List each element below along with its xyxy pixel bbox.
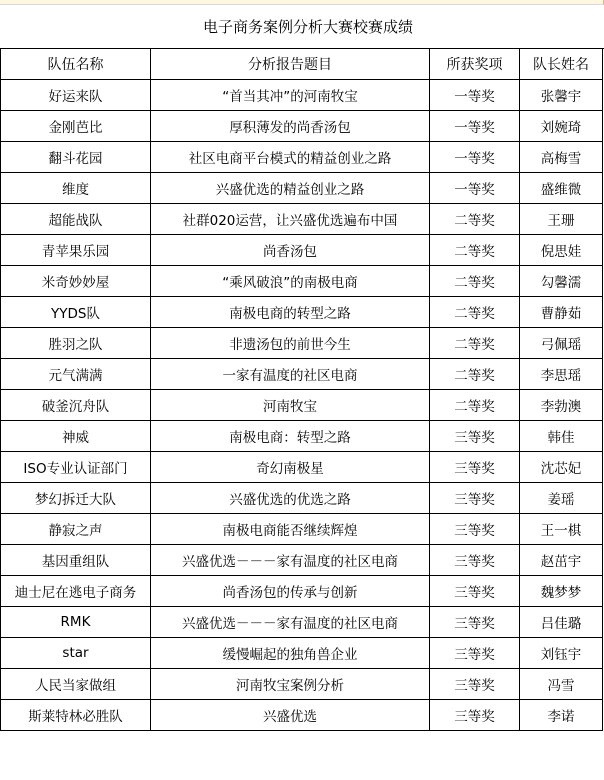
cell-team-name[interactable]: 梦幻拆迁大队 (1, 483, 151, 514)
cell-report-title[interactable]: 河南牧宝 (151, 390, 430, 421)
cell-captain[interactable]: 魏梦梦 (520, 576, 603, 607)
cell-captain[interactable]: 王珊 (520, 204, 603, 235)
cell-captain[interactable]: 王一棋 (520, 514, 603, 545)
cell-captain[interactable]: 李勃澳 (520, 390, 603, 421)
cell-award[interactable]: 一等奖 (430, 173, 520, 204)
cell-captain[interactable]: 刘钰宇 (520, 638, 603, 669)
cell-award[interactable]: 三等奖 (430, 607, 520, 638)
cell-captain[interactable]: 高梅雪 (520, 142, 603, 173)
cell-report-title[interactable]: 兴盛优选－－－家有温度的社区电商 (151, 545, 430, 576)
cell-team-name[interactable]: 人民当家做组 (1, 669, 151, 700)
cell-team-name[interactable]: 维度 (1, 173, 151, 204)
cell-team-name[interactable]: 翻斗花园 (1, 142, 151, 173)
cell-report-title[interactable]: 南极电商的转型之路 (151, 297, 430, 328)
cell-captain[interactable]: 倪思娃 (520, 235, 603, 266)
cell-captain[interactable]: 冯雪 (520, 669, 603, 700)
cell-award[interactable]: 二等奖 (430, 390, 520, 421)
cell-team-name[interactable]: 好运来队 (1, 80, 151, 111)
table-row (1, 111, 603, 142)
cell-award[interactable]: 三等奖 (430, 514, 520, 545)
cell-team-name[interactable]: 金刚芭比 (1, 111, 151, 142)
cell-report-title[interactable]: “首当其冲”的河南牧宝 (151, 80, 430, 111)
cell-award[interactable]: 一等奖 (430, 142, 520, 173)
table-row (1, 390, 603, 421)
header-row (1, 49, 603, 80)
cell-captain[interactable]: 李诺 (520, 700, 603, 731)
cell-report-title[interactable]: 缓慢崛起的独角兽企业 (151, 638, 430, 669)
table-row (1, 421, 603, 452)
cell-team-name[interactable]: YYDS队 (1, 297, 151, 328)
cell-captain[interactable]: 吕佳璐 (520, 607, 603, 638)
table-row (1, 607, 603, 638)
cell-team-name[interactable]: 超能战队 (1, 204, 151, 235)
table-row (1, 359, 603, 390)
cell-award[interactable]: 三等奖 (430, 669, 520, 700)
cell-captain[interactable]: 沈芯妃 (520, 452, 603, 483)
cell-report-title[interactable]: 社区电商平台模式的精益创业之路 (151, 142, 430, 173)
cell-report-title[interactable]: 南极电商能否继续辉煌 (151, 514, 430, 545)
cell-report-title[interactable]: 奇幻南极星 (151, 452, 430, 483)
table-row (1, 235, 603, 266)
cell-team-name[interactable]: ISO专业认证部门 (1, 452, 151, 483)
cell-team-name[interactable]: 基因重组队 (1, 545, 151, 576)
header-report-title[interactable]: 分析报告题目 (151, 49, 430, 80)
cell-award[interactable]: 二等奖 (430, 328, 520, 359)
cell-award[interactable]: 三等奖 (430, 545, 520, 576)
cell-report-title[interactable]: 厚积薄发的尚香汤包 (151, 111, 430, 142)
cell-award[interactable]: 三等奖 (430, 576, 520, 607)
cell-report-title[interactable]: 兴盛优选的优选之路 (151, 483, 430, 514)
cell-award[interactable]: 三等奖 (430, 421, 520, 452)
cell-team-name[interactable]: star (1, 638, 151, 669)
cell-report-title[interactable]: 尚香汤包的传承与创新 (151, 576, 430, 607)
cell-award[interactable]: 一等奖 (430, 80, 520, 111)
table-row (1, 80, 603, 111)
header-award[interactable]: 所获奖项 (430, 49, 520, 80)
table-row (1, 452, 603, 483)
cell-report-title[interactable]: “乘风破浪”的南极电商 (151, 266, 430, 297)
header-captain[interactable]: 队长姓名 (520, 49, 603, 80)
table-row (1, 638, 603, 669)
cell-report-title[interactable]: 非遗汤包的前世今生 (151, 328, 430, 359)
cell-team-name[interactable]: 青苹果乐园 (1, 235, 151, 266)
cell-captain[interactable]: 盛维微 (520, 173, 603, 204)
cell-report-title[interactable]: 一家有温度的社区电商 (151, 359, 430, 390)
table-row (1, 204, 603, 235)
table-row (1, 514, 603, 545)
cell-team-name[interactable]: 静寂之声 (1, 514, 151, 545)
cell-captain[interactable]: 姜瑶 (520, 483, 603, 514)
cell-award[interactable]: 二等奖 (430, 266, 520, 297)
table-row (1, 297, 603, 328)
cell-report-title[interactable]: 社群020运营，让兴盛优选遍布中国 (151, 204, 430, 235)
cell-captain[interactable]: 张馨宇 (520, 80, 603, 111)
cell-award[interactable]: 二等奖 (430, 297, 520, 328)
cell-report-title[interactable]: 兴盛优选－－－家有温度的社区电商 (151, 607, 430, 638)
cell-team-name[interactable]: 迪士尼在逃电子商务 (1, 576, 151, 607)
table-row (1, 669, 603, 700)
table-row (1, 266, 603, 297)
sheet-title: 电子商务案例分析大赛校赛成绩 (202, 17, 413, 36)
cell-team-name[interactable]: 神威 (1, 421, 151, 452)
cell-captain[interactable]: 刘婉琦 (520, 111, 603, 142)
results-table (0, 48, 603, 731)
cell-award[interactable]: 二等奖 (430, 204, 520, 235)
table-row (1, 700, 603, 731)
cell-award[interactable]: 一等奖 (430, 111, 520, 142)
table-row (1, 173, 603, 204)
cell-report-title[interactable]: 河南牧宝案例分析 (151, 669, 430, 700)
cell-report-title[interactable]: 兴盛优选 (151, 700, 430, 731)
cell-report-title[interactable]: 尚香汤包 (151, 235, 430, 266)
cell-award[interactable]: 三等奖 (430, 700, 520, 731)
cell-captain[interactable]: 勾馨濡 (520, 266, 603, 297)
cell-team-name[interactable]: 破釜沉舟队 (1, 390, 151, 421)
cell-captain[interactable]: 韩佳 (520, 421, 603, 452)
cell-team-name[interactable]: 元气满满 (1, 359, 151, 390)
cell-captain[interactable]: 弓佩瑶 (520, 328, 603, 359)
cell-award[interactable]: 三等奖 (430, 452, 520, 483)
table-row (1, 142, 603, 173)
cell-report-title[interactable]: 南极电商：转型之路 (151, 421, 430, 452)
table-row (1, 576, 603, 607)
cell-team-name[interactable]: 米奇妙妙屋 (1, 266, 151, 297)
cell-award[interactable]: 二等奖 (430, 359, 520, 390)
cell-captain[interactable]: 赵茁宇 (520, 545, 603, 576)
cell-captain[interactable]: 曹静茹 (520, 297, 603, 328)
cell-team-name[interactable]: RMK (1, 607, 151, 638)
header-team-name[interactable]: 队伍名称 (1, 49, 151, 80)
cell-award[interactable]: 三等奖 (430, 483, 520, 514)
cell-award[interactable]: 三等奖 (430, 638, 520, 669)
cell-award[interactable]: 二等奖 (430, 235, 520, 266)
sheet-title-row[interactable] (0, 4, 604, 49)
cell-team-name[interactable]: 斯莱特林必胜队 (1, 700, 151, 731)
cell-report-title[interactable]: 兴盛优选的精益创业之路 (151, 173, 430, 204)
table-row (1, 545, 603, 576)
table-row (1, 483, 603, 514)
table-row (1, 328, 603, 359)
cell-captain[interactable]: 李思瑶 (520, 359, 603, 390)
cell-team-name[interactable]: 胜羽之队 (1, 328, 151, 359)
